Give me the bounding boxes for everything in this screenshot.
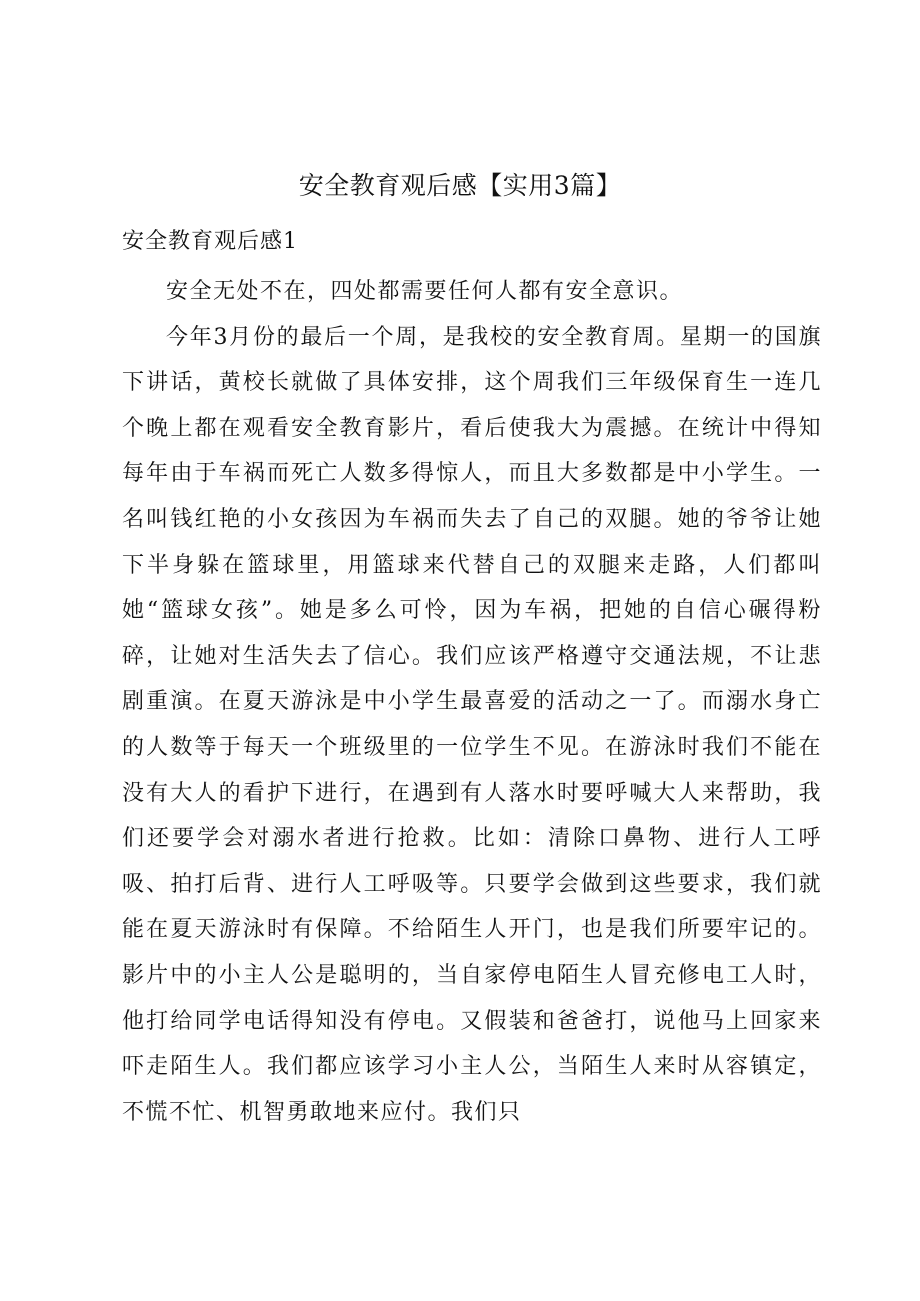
paragraph-intro: 安全无处不在，四处都需要任何人都有安全意识。 [166, 279, 684, 304]
document-title: 安全教育观后感【实用3篇】 [298, 171, 622, 200]
paragraph-main: 今年3月份的最后一个周，是我校的安全教育周。星期一的国旗下讲话，黄校长就做了具体安排，这个周我们三年级保育生一连几个晚上都在观看安全教育影片，看后使我大为震撼。在统计中得知每年由于车祸而死亡人数多得惊人，而且大多数都是中小学生。一名叫钱红艳的小女孩因为车祸而失去了自己的双腿。她的爷爷让她下半身躲在篮球里，用篮球来代替自己的双腿来走路，人们都叫她“篮球女孩”。她是多么可怜，因为车祸，把她的自信心碾得粉碎，让她对生活失去了信心。我们应该严格遵守交通法规，不让悲剧重演。在夏天游泳是中小学生最喜爱的活动之一了。而溺水身亡的人数等于每天一个班级里的一位学生不见。在游泳时我们不能在没有大人的看护下进行，在遇到有人落水时要呼喊大人来帮助，我们还要学会对溺水者进行抢救。比如：清除口鼻物、进行人工呼吸、拍打后背、进行人工呼吸等。只要学会做到这些要求，我们就能在夏天游泳时有保障。不给陌生人开门，也是我们所要牢记的。影片中的小主人公是聪明的，当自家停电陌生人冒充修电工人时，他打给同学电话得知没有停电。又假装和爸爸打，说他马上回家来吓走陌生人。我们都应该学习小主人公，当陌生人来时从容镇定，不慌不忙、机智勇敢地来应付。我们只 [122, 324, 822, 1125]
section-heading: 安全教育观后感1 [122, 229, 298, 254]
body-text [122, 269, 822, 1135]
